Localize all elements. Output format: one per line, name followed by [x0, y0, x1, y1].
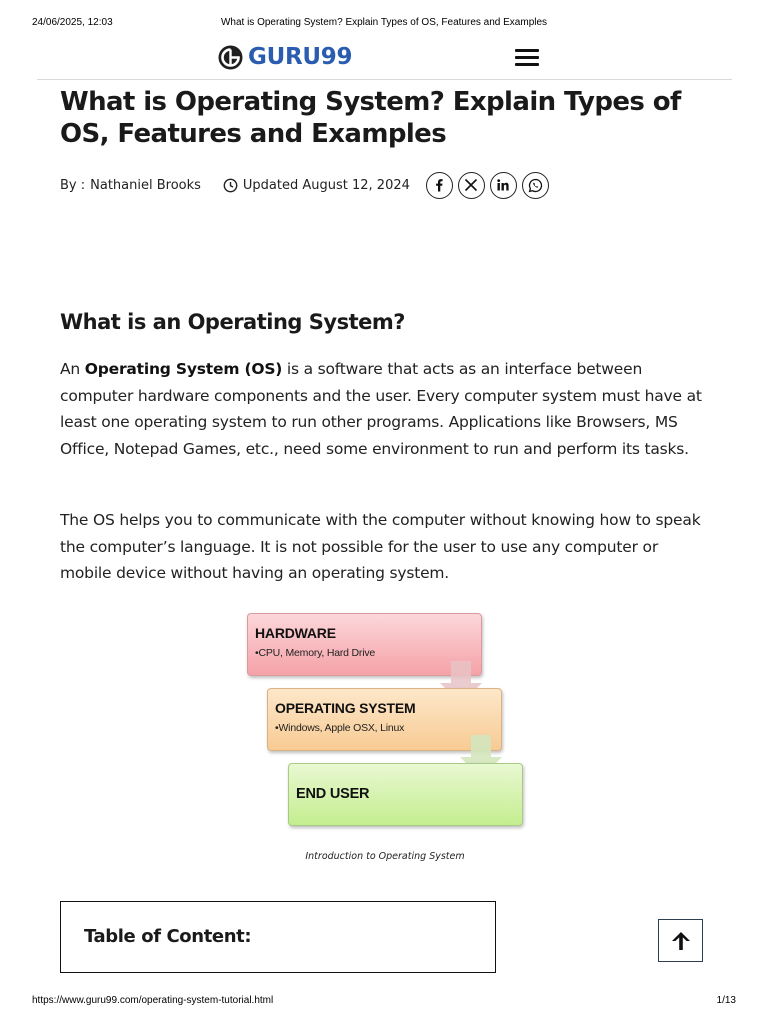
- diagram-box-sub: •Windows, Apple OSX, Linux: [275, 722, 405, 734]
- para1-prefix: An: [60, 360, 81, 378]
- author-link[interactable]: Nathaniel Brooks: [90, 177, 201, 193]
- toc-title: Table of Content:: [84, 926, 252, 947]
- arrow-up-icon: [670, 930, 692, 952]
- logo-text: GURU99: [248, 44, 353, 70]
- site-logo[interactable]: [218, 43, 352, 71]
- guru99-logo-icon: [218, 45, 243, 70]
- second-paragraph: The OS helps you to communicate with the computer without knowing how to speak the computer’s language. It is not possible for the user to use any computer or mobile device without having an operating system.: [60, 511, 701, 582]
- article-main: [60, 86, 710, 862]
- page-title: What is Operating System? Explain Types of OS, Features and Examples: [60, 87, 681, 149]
- whatsapp-icon[interactable]: [522, 172, 549, 199]
- diagram-box-title: HARDWARE: [255, 625, 336, 641]
- table-of-content[interactable]: [60, 901, 496, 973]
- para1-rest: is a software that acts as an interface between computer hardware components and the user. Every computer system must have at least one operating system to run other programs. Applications like Browsers, MS Office, Notepad Games, etc., need some environment to run and perform its tasks.: [60, 360, 702, 458]
- back-to-top-button[interactable]: [658, 919, 703, 962]
- article-meta: [60, 170, 710, 200]
- intro-paragraph: [60, 356, 710, 462]
- updated-date: Updated August 12, 2024: [242, 177, 410, 193]
- x-icon[interactable]: [458, 172, 485, 199]
- diagram-box-title: OPERATING SYSTEM: [275, 700, 416, 716]
- print-doc-title: What is Operating System? Explain Types of OS, Features and Examples: [220, 17, 548, 28]
- print-datetime: 24/06/2025, 12:03: [32, 17, 113, 28]
- diagram-box-sub: •CPU, Memory, Hard Drive: [255, 647, 376, 659]
- share-buttons: [426, 172, 549, 199]
- hamburger-menu-icon[interactable]: [515, 46, 541, 68]
- site-header: [37, 40, 732, 80]
- by-label: By :: [60, 177, 86, 193]
- diagram-caption: Introduction to Operating System: [305, 851, 465, 862]
- section-heading: What is an Operating System?: [60, 310, 405, 334]
- para1-bold: Operating System (OS): [84, 360, 283, 378]
- print-footer: [32, 995, 736, 1009]
- print-url: https://www.guru99.com/operating-system-tutorial.html: [32, 995, 274, 1006]
- clock-icon: [223, 178, 238, 193]
- facebook-icon[interactable]: [426, 172, 453, 199]
- print-page-number: 1/13: [716, 995, 736, 1006]
- os-diagram: [247, 613, 537, 833]
- diagram-box-title: END USER: [296, 786, 370, 802]
- linkedin-icon[interactable]: [490, 172, 517, 199]
- print-header: [32, 17, 736, 31]
- diagram-box-end-user: [288, 763, 523, 826]
